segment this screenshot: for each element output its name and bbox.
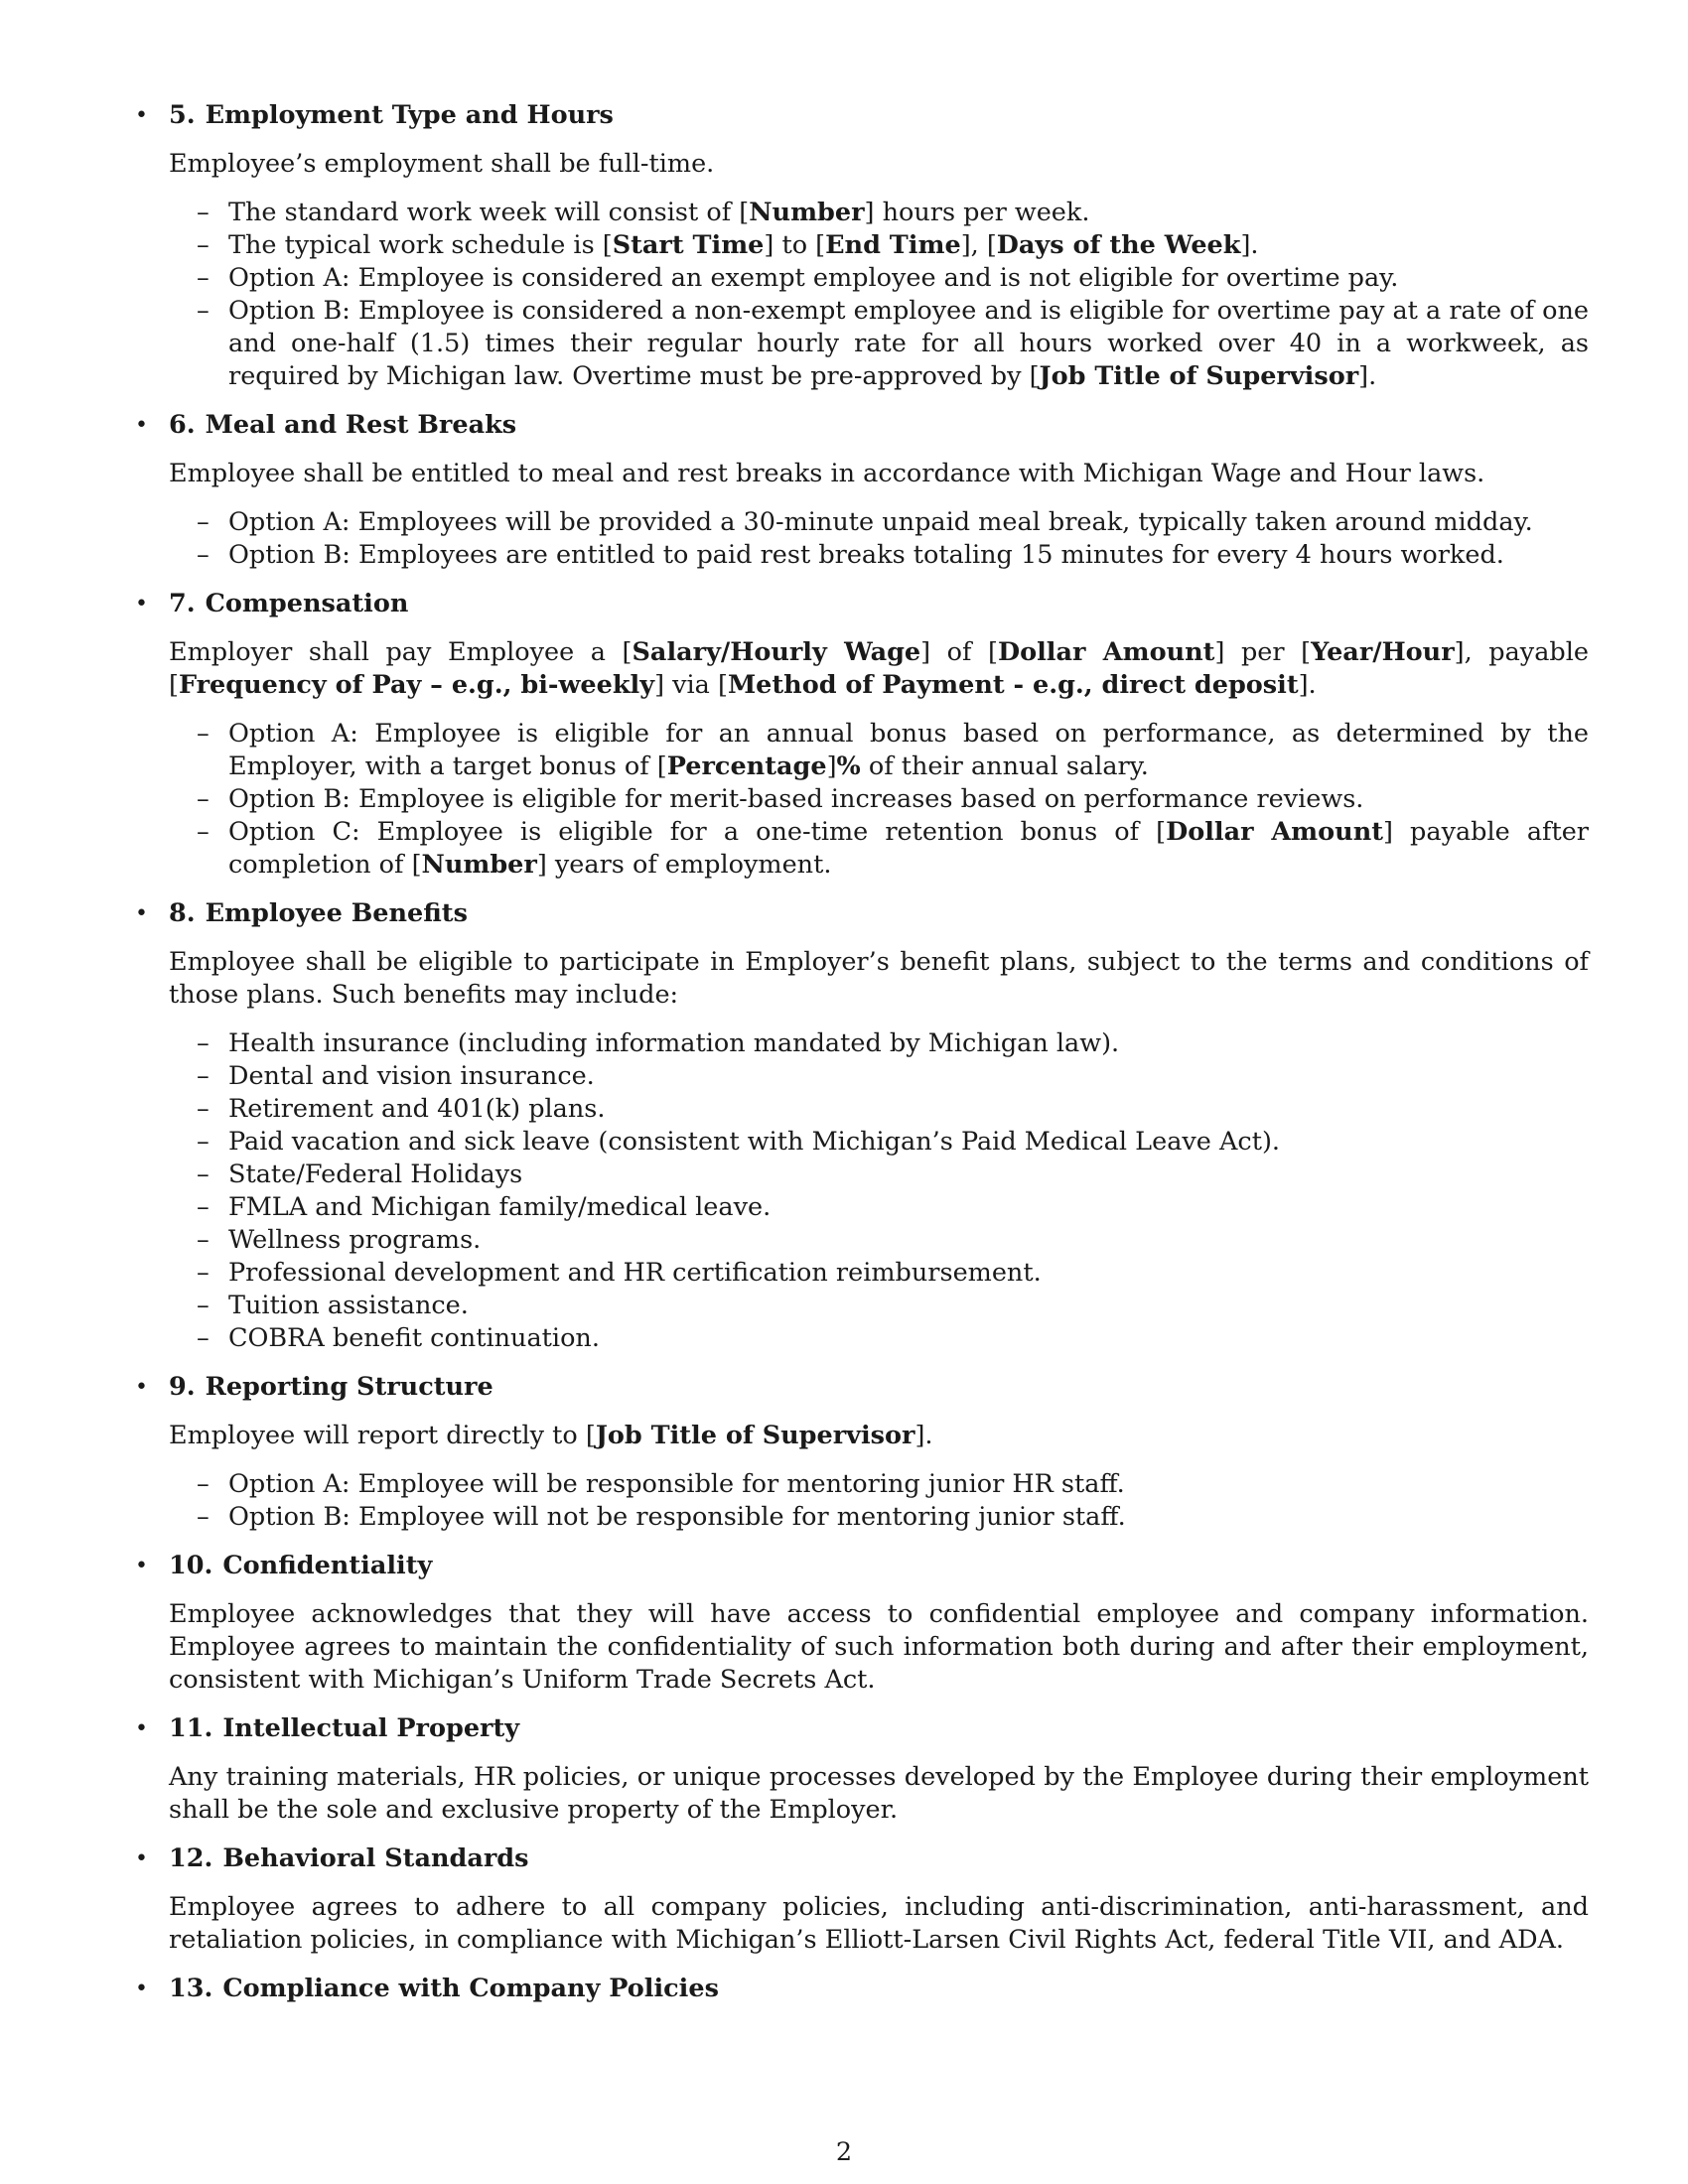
section-compliance-with-company-policies <box>135 1973 1589 2005</box>
text-run: ] <box>826 751 837 781</box>
placeholder-field: Number <box>421 850 537 880</box>
section-paragraph <box>169 1761 1589 1827</box>
text-run: ] per [ <box>1214 637 1312 667</box>
placeholder-field: Year/Hour <box>1311 637 1455 667</box>
text-run: Employee’s employment shall be full-time. <box>169 149 715 179</box>
placeholder-field: Dollar Amount <box>1166 817 1384 847</box>
section-paragraph <box>169 946 1589 1012</box>
section-confidentiality <box>135 1550 1589 1697</box>
text-run: Option B: Employee is considered a non-exempt employee and is eligible for overtime pay at a rate of one and one-half (1.5) times their regular hourly rate for all hours worked over 40 in a workweek, as required by Michigan law. Overtime must be pre-approved by [ <box>228 296 1589 391</box>
section-paragraph <box>169 1598 1589 1697</box>
bullet-icon: • <box>135 592 148 616</box>
text-run: ], payable [ <box>169 637 1589 700</box>
placeholder-field: End Time <box>825 230 961 260</box>
text-run: The typical work schedule is [ <box>228 230 613 260</box>
dash-icon: – <box>197 1502 210 1532</box>
placeholder-field: % <box>836 751 861 781</box>
list-item <box>197 1191 1589 1224</box>
bullet-icon: • <box>135 1716 148 1741</box>
list-item <box>197 783 1589 816</box>
section-number: 7. <box>169 589 196 618</box>
text-run: ] via [ <box>654 670 728 700</box>
page-number: 2 <box>835 2137 853 2167</box>
section-reporting-structure <box>135 1371 1589 1534</box>
list-item <box>197 1027 1589 1060</box>
section-heading <box>169 897 1589 930</box>
section-title: Compliance with Company Policies <box>222 1974 719 2003</box>
section-heading <box>169 1371 1589 1404</box>
list-item <box>197 718 1589 783</box>
text-run: Tuition assistance. <box>228 1291 469 1320</box>
text-run: ] payable after completion of [ <box>228 817 1589 880</box>
placeholder-field: Frequency of Pay – e.g., bi-weekly <box>178 670 655 700</box>
list-item <box>197 1224 1589 1257</box>
section-number: 10. <box>169 1551 213 1580</box>
placeholder-field: Method of Payment - e.g., direct deposit <box>727 670 1299 700</box>
placeholder-field: Days of the Week <box>996 230 1241 260</box>
dash-icon: – <box>197 1323 210 1353</box>
text-run: Option A: Employees will be provided a 30-minute unpaid meal break, typically taken around midday. <box>228 507 1533 537</box>
list-item <box>197 506 1589 539</box>
section-number: 12. <box>169 1843 213 1873</box>
dash-icon: – <box>197 1094 210 1124</box>
text-run: Employee shall be entitled to meal and rest breaks in accordance with Michigan Wage and Hour laws. <box>169 459 1485 488</box>
section-title: Behavioral Standards <box>222 1843 529 1873</box>
placeholder-field: Start Time <box>612 230 765 260</box>
section-paragraph <box>169 148 1589 181</box>
sub-list <box>169 506 1589 572</box>
list-item <box>197 1468 1589 1501</box>
list-item <box>197 1501 1589 1534</box>
section-number: 6. <box>169 410 196 440</box>
dash-icon: – <box>197 1225 210 1255</box>
section-title: Employment Type and Hours <box>205 100 614 130</box>
section-number: 11. <box>169 1713 213 1743</box>
section-title: Reporting Structure <box>205 1372 493 1402</box>
dash-icon: – <box>197 1192 210 1222</box>
dash-icon: – <box>197 1160 210 1189</box>
sub-list <box>169 718 1589 882</box>
placeholder-field: Percentage <box>666 751 827 781</box>
text-run: ]. <box>1240 230 1259 260</box>
dash-icon: – <box>197 784 210 814</box>
text-run: Option A: Employee is eligible for an annual bonus based on performance, as determined by the Employer, with a target bonus of [ <box>228 719 1589 781</box>
section-title: Compensation <box>205 589 409 618</box>
sub-list <box>169 1027 1589 1355</box>
text-run: ]. <box>1298 670 1317 700</box>
section-paragraph <box>169 1891 1589 1957</box>
section-heading <box>169 1843 1589 1875</box>
text-run: Option B: Employees are entitled to paid rest breaks totaling 15 minutes for every 4 hours worked. <box>228 540 1504 570</box>
section-number: 13. <box>169 1974 213 2003</box>
text-run: FMLA and Michigan family/medical leave. <box>228 1192 772 1222</box>
dash-icon: – <box>197 1028 210 1058</box>
sub-list <box>169 197 1589 393</box>
text-run: ] to [ <box>764 230 826 260</box>
list-item <box>197 1257 1589 1290</box>
placeholder-field: Dollar Amount <box>998 637 1215 667</box>
section-paragraph <box>169 636 1589 702</box>
section-paragraph <box>169 1420 1589 1452</box>
bullet-icon: • <box>135 1846 148 1871</box>
text-run: Paid vacation and sick leave (consistent with Michigan’s Paid Medical Leave Act). <box>228 1127 1280 1157</box>
text-run: Option C: Employee is eligible for a one-time retention bonus of [ <box>228 817 1167 847</box>
text-run: Professional development and HR certification reimbursement. <box>228 1258 1042 1288</box>
section-number: 8. <box>169 898 196 928</box>
section-heading <box>169 1550 1589 1582</box>
list-item <box>197 1159 1589 1191</box>
section-heading <box>169 409 1589 442</box>
dash-icon: – <box>197 296 210 326</box>
text-run: Option B: Employee is eligible for merit-based increases based on performance reviews. <box>228 784 1364 814</box>
text-run: COBRA benefit continuation. <box>228 1323 600 1353</box>
list-item <box>197 1126 1589 1159</box>
bullet-icon: • <box>135 103 148 128</box>
section-number: 9. <box>169 1372 196 1402</box>
section-compensation <box>135 588 1589 882</box>
section-title: Intellectual Property <box>222 1713 520 1743</box>
dash-icon: – <box>197 1258 210 1288</box>
section-intellectual-property <box>135 1712 1589 1827</box>
text-run: ]. <box>1358 361 1377 391</box>
text-run: Option A: Employee will be responsible for mentoring junior HR staff. <box>228 1469 1125 1499</box>
dash-icon: – <box>197 198 210 227</box>
text-run: Retirement and 401(k) plans. <box>228 1094 606 1124</box>
dash-icon: – <box>197 1469 210 1499</box>
list-item <box>197 1093 1589 1126</box>
text-run: Employee acknowledges that they will have access to confidential employee and company information. Employee agrees to maintain the confidentiality of such information both during and after their employment, consistent with Michigan’s Uniform Trade Secrets Act. <box>169 1599 1589 1695</box>
text-run: ] of [ <box>920 637 998 667</box>
dash-icon: – <box>197 1127 210 1157</box>
sub-list <box>169 1468 1589 1534</box>
section-heading <box>169 1712 1589 1745</box>
section-title: Employee Benefits <box>205 898 468 928</box>
text-run: Option B: Employee will not be responsible for mentoring junior staff. <box>228 1502 1126 1532</box>
dash-icon: – <box>197 507 210 537</box>
text-run: ], [ <box>960 230 997 260</box>
text-run: ] hours per week. <box>864 198 1090 227</box>
section-behavioral-standards <box>135 1843 1589 1957</box>
text-run: of their annual salary. <box>860 751 1149 781</box>
dash-icon: – <box>197 263 210 293</box>
text-run: State/Federal Holidays <box>228 1160 523 1189</box>
list-item <box>197 1060 1589 1093</box>
list-item <box>197 197 1589 229</box>
list-item <box>197 1290 1589 1322</box>
bullet-icon: • <box>135 1977 148 2001</box>
dash-icon: – <box>197 1291 210 1320</box>
document-body <box>135 99 1589 2021</box>
dash-icon: – <box>197 1061 210 1091</box>
list-item <box>197 539 1589 572</box>
text-run: Employee will report directly to [ <box>169 1421 596 1450</box>
section-employee-benefits <box>135 897 1589 1355</box>
list-item <box>197 816 1589 882</box>
dash-icon: – <box>197 540 210 570</box>
text-run: ] years of employment. <box>536 850 832 880</box>
text-run: Health insurance (including information mandated by Michigan law). <box>228 1028 1120 1058</box>
bullet-icon: • <box>135 1554 148 1578</box>
list-item <box>197 1322 1589 1355</box>
section-heading <box>169 1973 1589 2005</box>
text-run: Employee agrees to adhere to all company policies, including anti-discrimination, anti-harassment, and retaliation policies, in compliance with Michigan’s Elliott-Larsen Civil Rights Act, federal Title VII, and ADA. <box>169 1892 1589 1955</box>
dash-icon: – <box>197 817 210 847</box>
list-item <box>197 229 1589 262</box>
dash-icon: – <box>197 719 210 749</box>
list-item <box>197 262 1589 295</box>
bullet-icon: • <box>135 413 148 438</box>
text-run: Dental and vision insurance. <box>228 1061 595 1091</box>
text-run: Any training materials, HR policies, or unique processes developed by the Employee during their employment shall be the sole and exclusive property of the Employer. <box>169 1762 1589 1825</box>
text-run: Employee shall be eligible to participate in Employer’s benefit plans, subject to the terms and conditions of those plans. Such benefits may include: <box>169 947 1589 1010</box>
section-heading <box>169 99 1589 132</box>
text-run: Employer shall pay Employee a [ <box>169 637 633 667</box>
text-run: The standard work week will consist of [ <box>228 198 750 227</box>
placeholder-field: Number <box>749 198 865 227</box>
section-number: 5. <box>169 100 196 130</box>
text-run: ]. <box>914 1421 933 1450</box>
placeholder-field: Job Title of Supervisor <box>595 1421 915 1450</box>
placeholder-field: Salary/Hourly Wage <box>632 637 921 667</box>
placeholder-field: Job Title of Supervisor <box>1039 361 1359 391</box>
list-item <box>197 295 1589 393</box>
dash-icon: – <box>197 230 210 260</box>
section-employment-type-and-hours <box>135 99 1589 393</box>
section-meal-and-rest-breaks <box>135 409 1589 572</box>
section-title: Meal and Rest Breaks <box>205 410 517 440</box>
text-run: Wellness programs. <box>228 1225 482 1255</box>
section-paragraph <box>169 458 1589 490</box>
bullet-icon: • <box>135 901 148 926</box>
text-run: Option A: Employee is considered an exempt employee and is not eligible for overtime pay. <box>228 263 1399 293</box>
section-title: Confidentiality <box>222 1551 433 1580</box>
section-heading <box>169 588 1589 620</box>
bullet-icon: • <box>135 1375 148 1400</box>
